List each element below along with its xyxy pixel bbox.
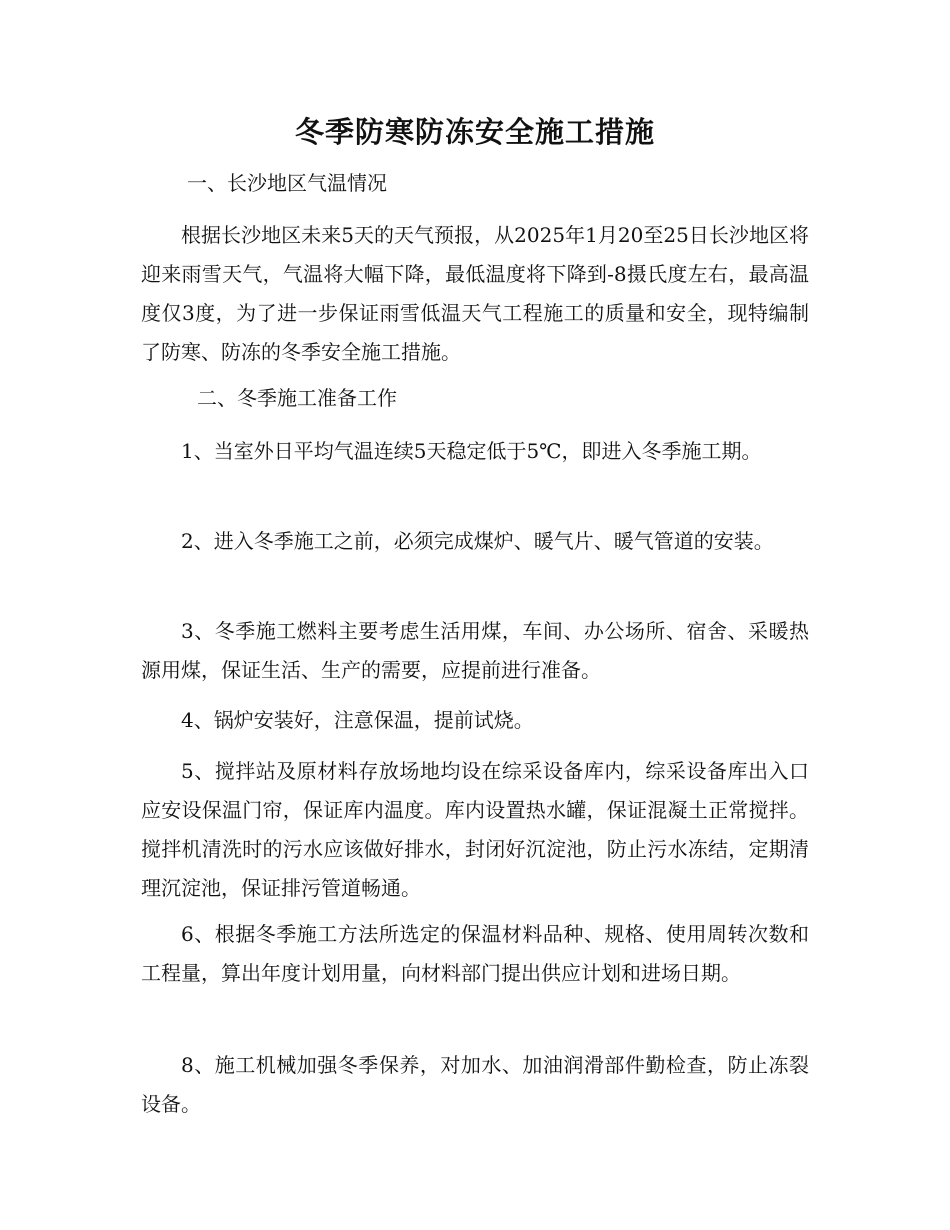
paragraph-temperature-forecast: 根据长沙地区未来5天的天气预报，从2025年1月20至25日长沙地区将迎来雨雪天气，气温将大幅下降，最低温度将下降到-8摄氏度左右，最高温度仅3度，为了进一步保证雨雪低温天气工程施工的质量和安全，现特编制了防寒、防冻的冬季安全施工措施。 bbox=[141, 223, 809, 364]
paragraph-item-2: 2、进入冬季施工之前，必须完成煤炉、暖气片、暖气管道的安装。 bbox=[181, 529, 774, 553]
paragraph-item-8: 8、施工机械加强冬季保养，对加水、加油润滑部件勤检查，防止冻裂设备。 bbox=[141, 1053, 809, 1116]
document-title: 冬季防寒防冻安全施工措施 bbox=[294, 115, 655, 149]
paragraph-item-4: 4、锅炉安装好，注意保温，提前试烧。 bbox=[181, 708, 534, 732]
section-heading-temperature: 一、长沙地区气温情况 bbox=[187, 171, 387, 195]
section-heading-preparation: 二、冬季施工准备工作 bbox=[197, 386, 397, 410]
paragraph-item-3: 3、冬季施工燃料主要考虑生活用煤，车间、办公场所、宿舍、采暖热源用煤，保证生活、生产的需要，应提前进行准备。 bbox=[141, 619, 809, 682]
paragraph-item-6: 6、根据冬季施工方法所选定的保温材料品种、规格、使用周转次数和工程量，算出年度计划用量，向材料部门提出供应计划和进场日期。 bbox=[141, 922, 809, 985]
paragraph-item-5: 5、搅拌站及原材料存放场地均设在综采设备库内，综采设备库出入口应安设保温门帘，保证库内温度。库内设置热水罐，保证混凝土正常搅拌。搅拌机清洗时的污水应该做好排水，封闭好沉淀池，防止污水冻结，定期清理沉淀池，保证排污管道畅通。 bbox=[141, 759, 809, 900]
paragraph-item-1: 1、当室外日平均气温连续5天稳定低于5℃，即进入冬季施工期。 bbox=[181, 439, 762, 463]
